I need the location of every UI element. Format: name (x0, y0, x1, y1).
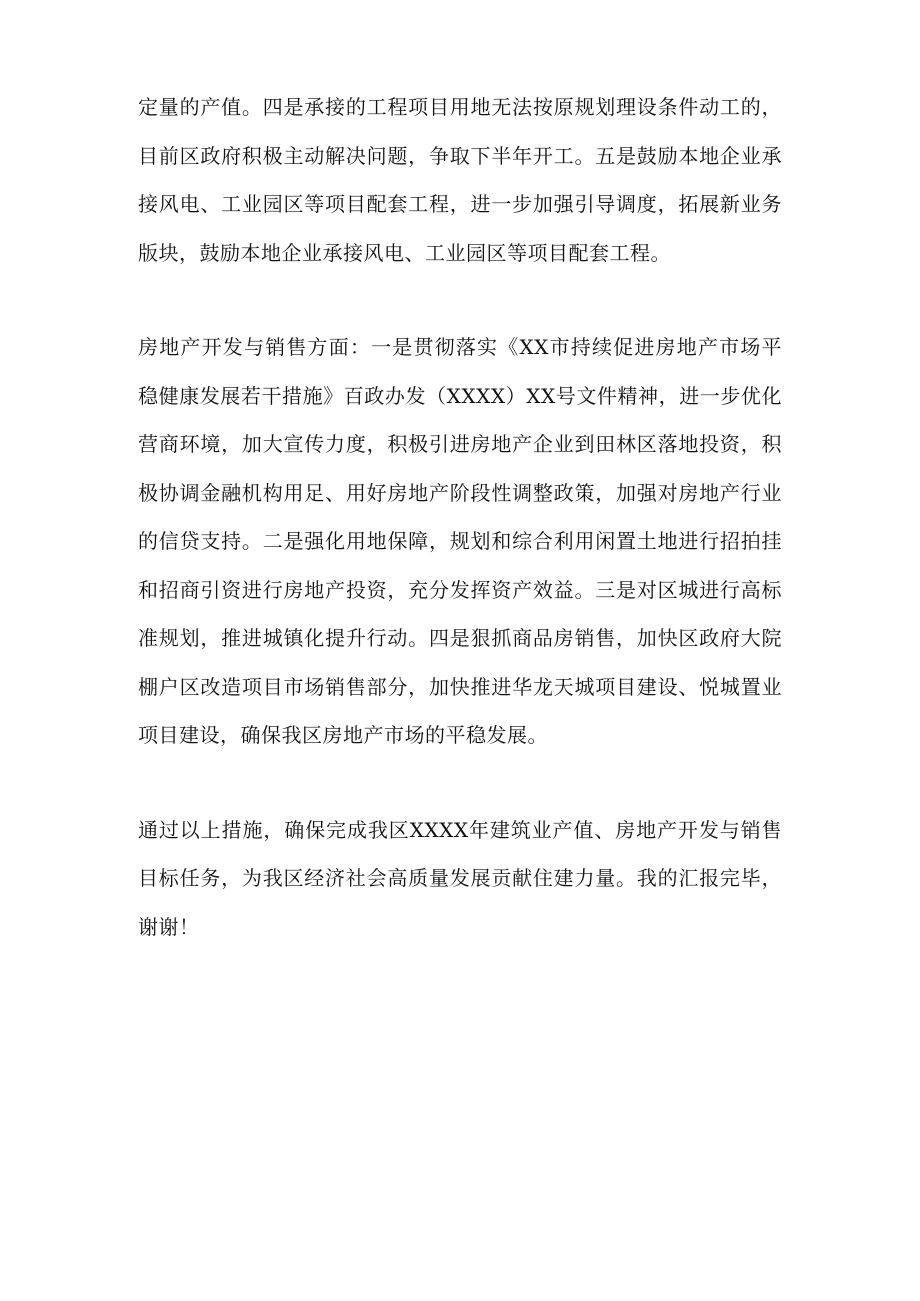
paragraph-real-estate-measures: 房地产开发与销售方面：一是贯彻落实《XX市持续促进房地产市场平稳健康发展若干措施》百政办发（XXXX）XX号文件精神，进一步优化营商环境，加大宣传力度，积极引进房地产企业到田林区落地投资，积极协调金融机构用足、用好房地产阶段性调整政策，加强对房地产行业的信贷支持。二是强化用地保障，规划和综合利用闲置土地进行招拍挂和招商引资进行房地产投资，充分发挥资产效益。三是对区城进行高标准规划，推进城镇化提升行动。四是狠抓商品房销售，加快区政府大院棚户区改造项目市场销售部分，加快推进华龙天城项目建设、悦城置业项目建设，确保我区房地产市场的平稳发展。 (138, 335, 782, 747)
document-body (138, 83, 782, 951)
paragraph-conclusion: 通过以上措施，确保完成我区XXXX年建筑业产值、房地产开发与销售目标任务，为我区经济社会高质量发展贡献住建力量。我的汇报完毕，谢谢！ (138, 817, 782, 939)
paragraph-construction-measures: 定量的产值。四是承接的工程项目用地无法按原规划理设条件动工的，目前区政府积极主动解决问题，争取下半年开工。五是鼓励本地企业承接风电、工业园区等项目配套工程，进一步加强引导调度，拓展新业务版块，鼓励本地企业承接风电、工业园区等项目配套工程。 (138, 95, 782, 265)
